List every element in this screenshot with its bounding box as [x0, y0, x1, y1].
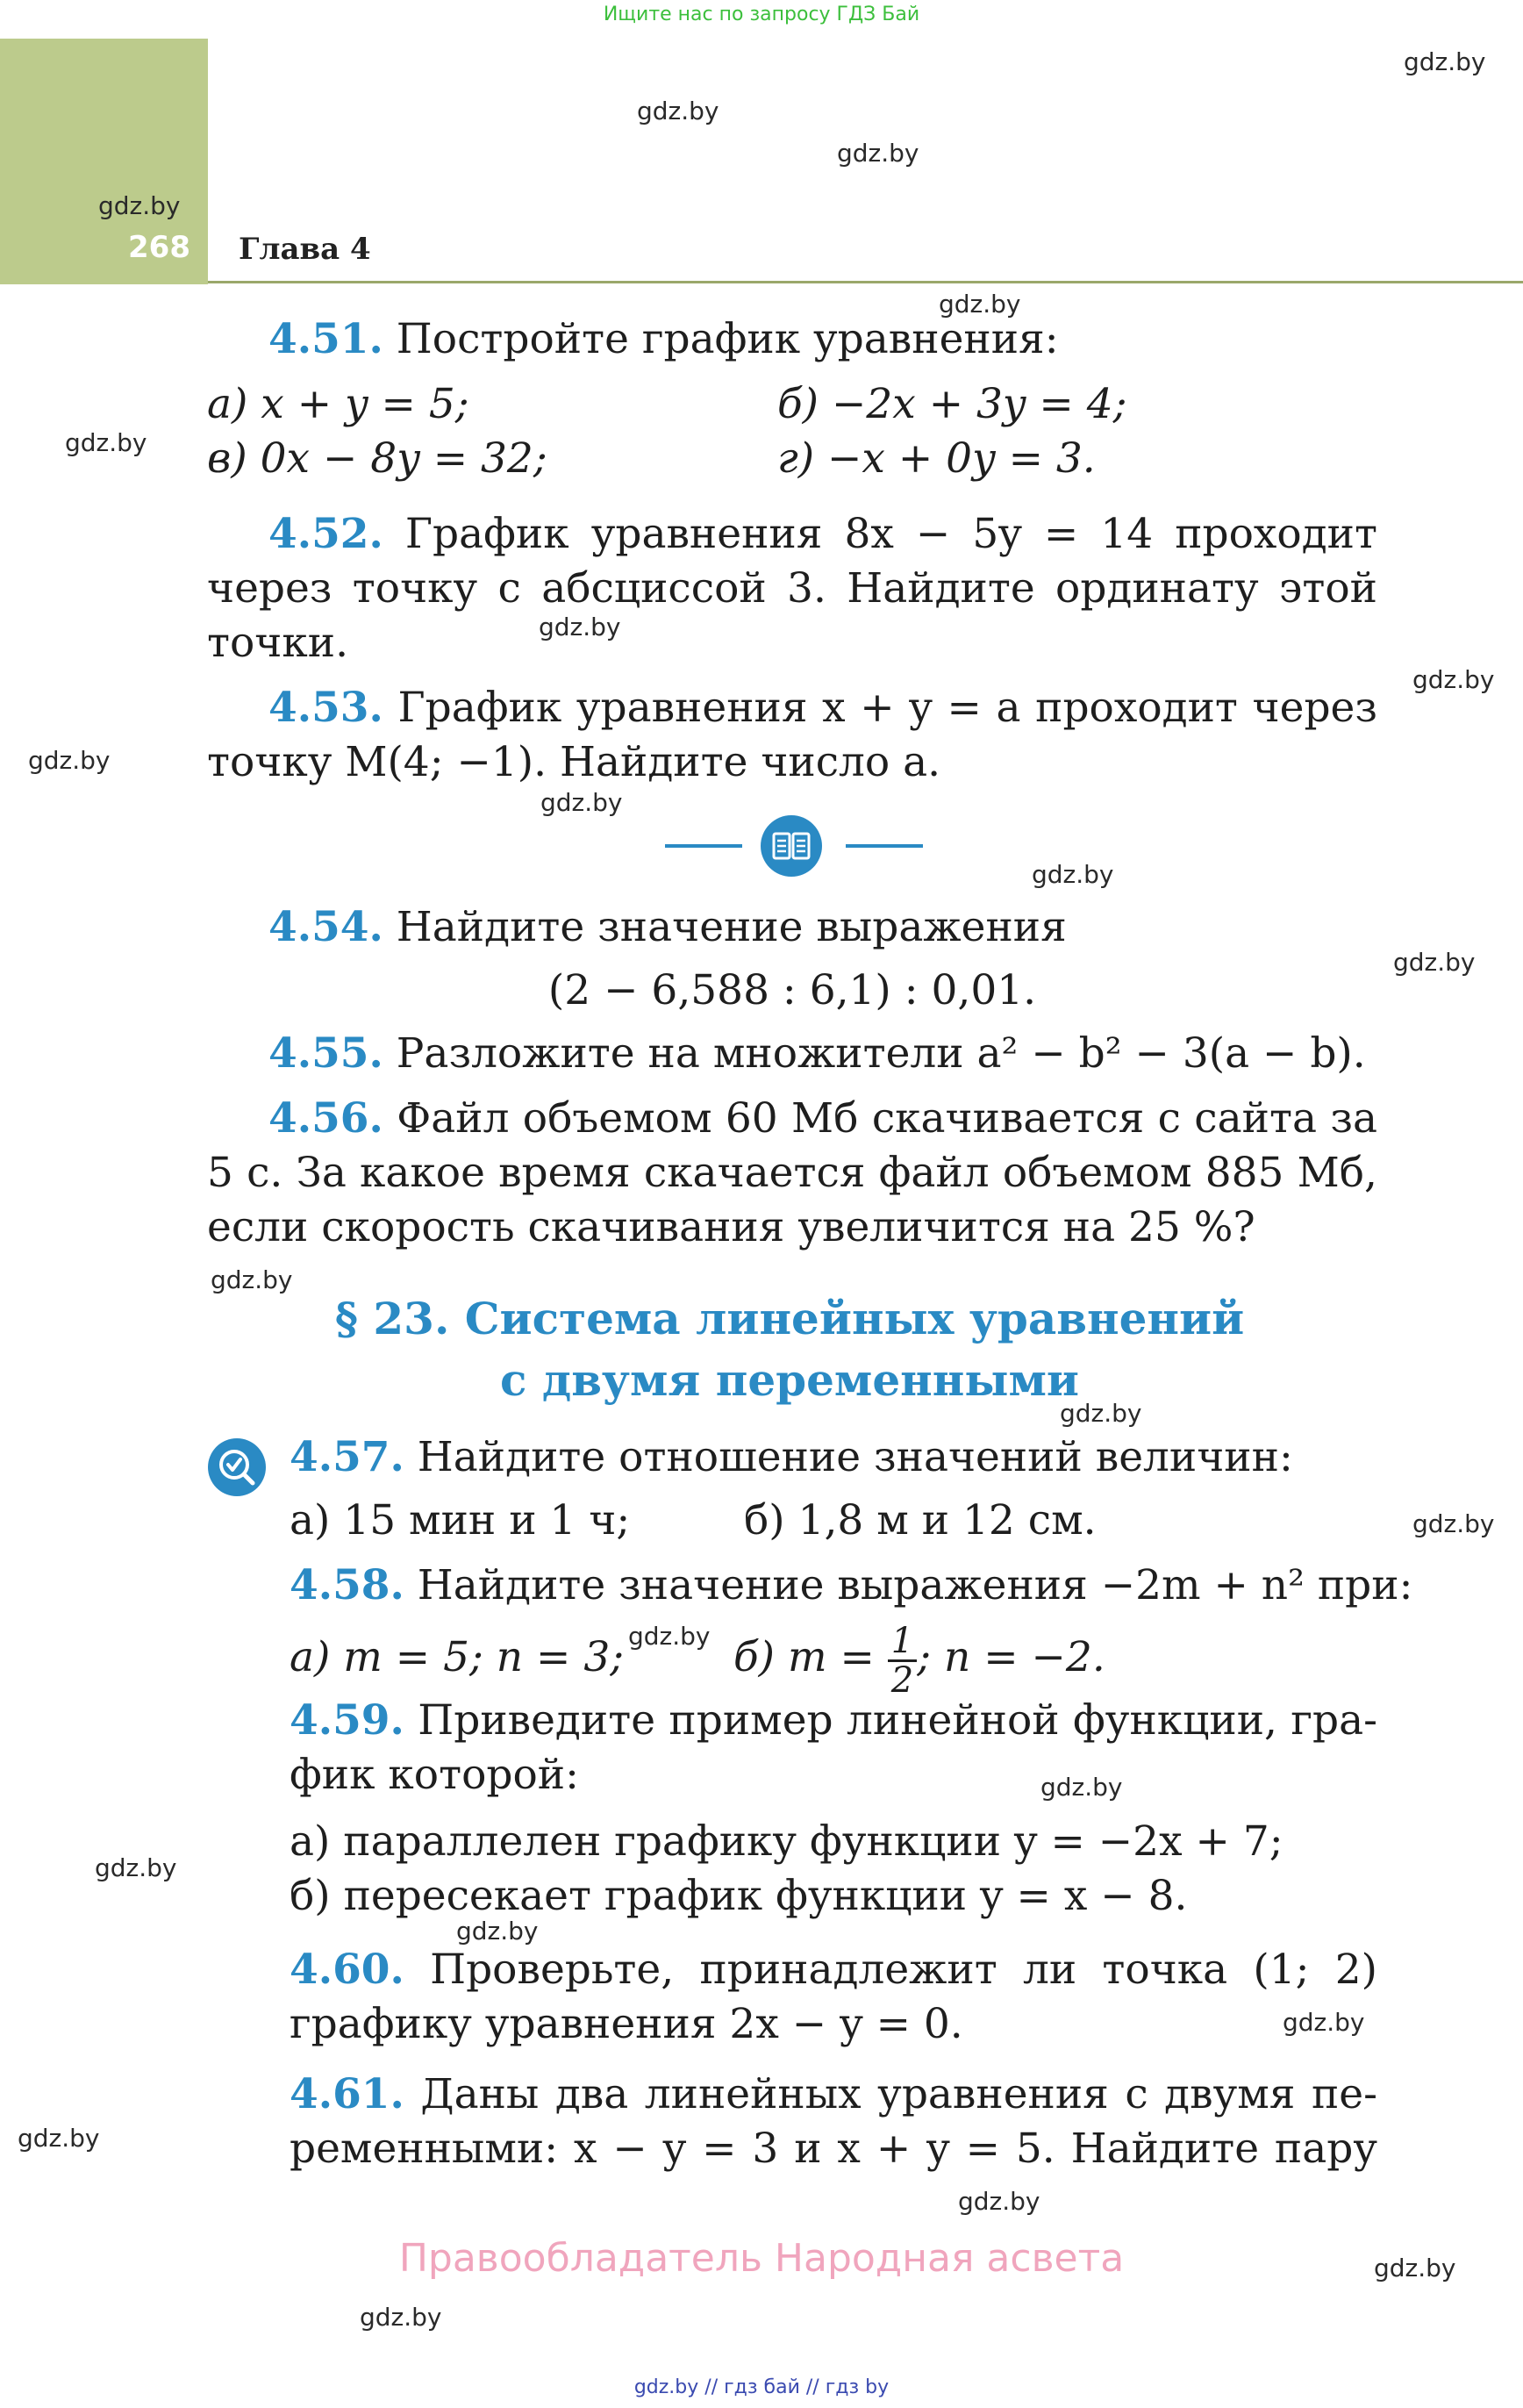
divider-line-right — [846, 844, 923, 848]
problem-4-61-line2: ременными: x − y = 3 и x + y = 5. Найдите пару — [290, 2125, 1377, 2173]
watermark: gdz.by — [958, 2187, 1040, 2216]
top-note: Ищите нас по запросу ГДЗ Бай — [603, 4, 920, 25]
watermark: gdz.by — [360, 2303, 442, 2332]
problem-number: 4.55. — [268, 1029, 383, 1078]
problem-number: 4.61. — [290, 2070, 404, 2118]
problem-4-52-line1 — [268, 507, 1377, 562]
problem-number: 4.54. — [268, 903, 383, 951]
header-rule — [208, 281, 1523, 283]
chapter-title: Глава 4 — [239, 232, 371, 267]
problem-number: 4.57. — [290, 1433, 404, 1481]
problem-4-56-line1 — [268, 1092, 1377, 1146]
problem-number: 4.58. — [290, 1561, 404, 1609]
problem-text: Приведите пример линейной функции, гра- — [418, 1696, 1377, 1745]
watermark: gdz.by — [1060, 1399, 1142, 1428]
problem-4-59-line2: фик которой: — [290, 1751, 579, 1799]
watermark: gdz.by — [95, 1853, 177, 1882]
problem-4-58-b-suffix: ; n = −2. — [917, 1633, 1105, 1681]
problem-number: 4.51. — [268, 315, 383, 363]
problem-4-57 — [290, 1430, 1293, 1485]
problem-text: График уравнения x + y = a проходит через — [397, 684, 1377, 732]
copyright-notice: Правообладатель Народная асвета — [398, 2236, 1125, 2281]
problem-4-51-g: г) −x + 0y = 3. — [777, 434, 1096, 483]
problem-text: Разложите на множители a² − b² − 3(a − b). — [396, 1029, 1366, 1078]
problem-4-59-line1 — [290, 1694, 1377, 1748]
problem-text: Найдите значение выражения −2m + n² при: — [417, 1561, 1413, 1609]
problem-4-57-a: а) 15 мин и 1 ч; — [290, 1496, 631, 1544]
problem-4-56-line3: если скорость скачивания увеличится на 25 %? — [207, 1203, 1255, 1251]
problem-text: График уравнения 8x − 5y = 14 проходит — [404, 510, 1377, 558]
open-book-icon — [760, 814, 823, 878]
problem-4-61-line1 — [290, 2068, 1377, 2122]
watermark: gdz.by — [1393, 948, 1476, 977]
problem-number: 4.53. — [268, 684, 383, 732]
problem-4-58-b — [733, 1618, 1105, 1699]
section-title-line1: § 23. Система линейных уравнений — [334, 1293, 1245, 1344]
problem-text: Найдите отношение значений величин: — [417, 1433, 1293, 1481]
problem-4-58-b-prefix: б) m = — [733, 1633, 888, 1681]
problem-4-57-b: б) 1,8 м и 12 см. — [744, 1496, 1097, 1544]
problem-number: 4.52. — [268, 510, 383, 558]
fraction — [888, 1620, 917, 1701]
watermark: gdz.by — [1283, 2008, 1365, 2037]
fraction-denominator: 2 — [890, 1659, 914, 1701]
problem-text: Найдите значение выражения — [396, 903, 1067, 951]
problem-4-52-line2: через точку с абсциссой 3. Найдите ординату этой — [207, 564, 1377, 613]
watermark: gdz.by — [65, 428, 147, 457]
problem-4-51-b: б) −2x + 3y = 4; — [777, 380, 1127, 428]
problem-4-53-line1 — [268, 681, 1377, 735]
problem-number: 4.59. — [290, 1696, 404, 1745]
watermark: gdz.by — [1040, 1773, 1123, 1802]
problem-4-54 — [268, 900, 1067, 955]
page-number: 268 — [128, 230, 190, 265]
problem-text: Постройте график уравнения: — [396, 315, 1059, 363]
watermark: gdz.by — [1032, 860, 1114, 889]
problem-4-59-b: б) пересекает график функции y = x − 8. — [290, 1872, 1188, 1920]
watermark: gdz.by — [837, 139, 919, 168]
problem-4-55 — [268, 1027, 1366, 1081]
problem-4-51 — [268, 312, 1059, 367]
problem-number: 4.60. — [290, 1946, 404, 1994]
problem-4-58-a: а) m = 5; n = 3; — [290, 1633, 625, 1681]
watermark: gdz.by — [1374, 2254, 1456, 2283]
problem-text: Файл объемом 60 Мб скачивается с сайта за — [397, 1094, 1377, 1143]
watermark: gdz.by — [28, 746, 111, 775]
problem-4-59-a: а) параллелен графику функции y = −2x + 7; — [290, 1817, 1283, 1866]
watermark: gdz.by — [1412, 665, 1495, 694]
watermark: gdz.by — [540, 788, 623, 817]
watermark: gdz.by — [1404, 47, 1486, 76]
problem-4-51-a: а) x + y = 5; — [207, 380, 469, 428]
watermark: gdz.by — [1412, 1509, 1495, 1538]
watermark: gdz.by — [18, 2124, 100, 2153]
problem-4-60-line2: графику уравнения 2x − y = 0. — [290, 2000, 963, 2048]
problem-text: Проверьте, принадлежит ли точка (1; 2) — [430, 1946, 1377, 1994]
watermark: gdz.by — [539, 613, 621, 641]
problem-number: 4.56. — [268, 1094, 383, 1143]
section-title-line2: с двумя переменными — [500, 1354, 1079, 1406]
problem-4-58 — [290, 1559, 1412, 1613]
problem-4-54-expression: (2 − 6,588 : 6,1) : 0,01. — [547, 966, 1037, 1014]
magnifier-check-icon — [207, 1437, 267, 1497]
watermark: gdz.by — [628, 1622, 711, 1651]
fraction-numerator: 1 — [888, 1623, 917, 1662]
watermark: gdz.by — [98, 191, 181, 220]
watermark: gdz.by — [456, 1917, 539, 1946]
watermark: gdz.by — [637, 97, 719, 125]
bottom-note: gdz.by // гдз бай // гдз by — [633, 2376, 890, 2398]
problem-4-51-v: в) 0x − 8y = 32; — [207, 434, 547, 483]
watermark: gdz.by — [211, 1265, 293, 1294]
problem-4-56-line2: 5 с. За какое время скачается файл объемом 885 Мб, — [207, 1149, 1377, 1197]
watermark: gdz.by — [939, 290, 1021, 319]
divider-line-left — [665, 844, 742, 848]
problem-4-52-line3: точки. — [207, 619, 349, 667]
problem-text: Даны два линейных уравнения с двумя пе- — [420, 2070, 1377, 2118]
problem-4-60-line1 — [290, 1943, 1377, 1997]
problem-4-53-line2: точку M(4; −1). Найдите число a. — [207, 738, 941, 786]
